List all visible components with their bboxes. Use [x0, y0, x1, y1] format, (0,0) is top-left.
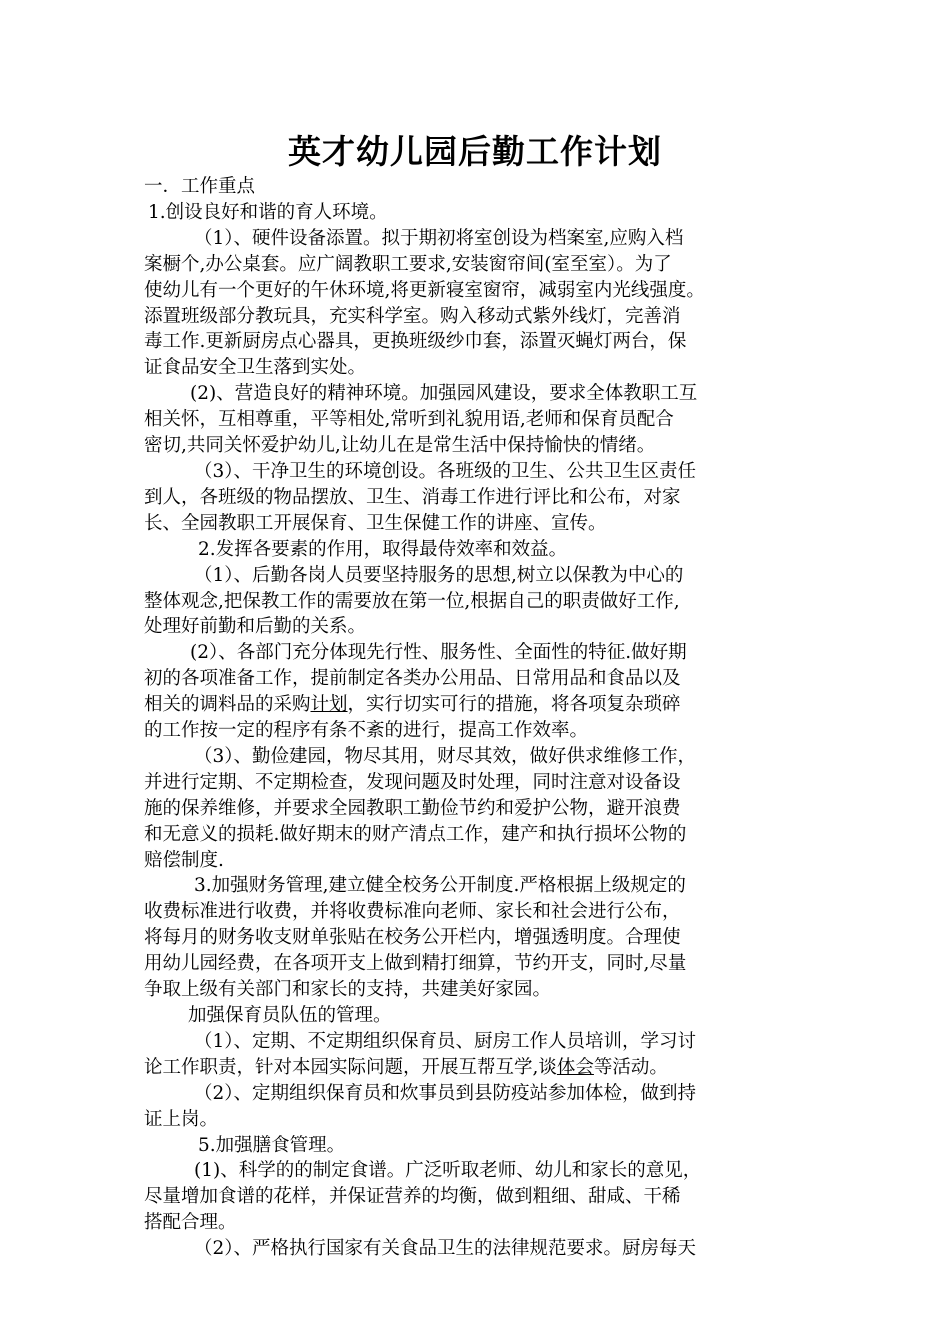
text-line: 初的各项准备工作，提前制定各类办公用品、日常用品和食品以及 [144, 668, 681, 690]
text-line: （3）、干净卫生的环境创设。各班级的卫生、公共卫生区责任 [194, 460, 697, 482]
text-line: 案橱个,办公桌套。应广阔教职工要求,安装窗帘间(室至室）。为了 [144, 253, 672, 275]
text-line: 搭配合理。 [144, 1212, 237, 1234]
text-line: 使幼儿有一个更好的午休环境,将更新寝室窗帘，减弱室内光线强度。 [144, 279, 705, 301]
text-line: 将每月的财务收支财单张贴在校务公开栏内，增强透明度。合理使 [144, 927, 681, 949]
text-line: (2)、营造良好的精神环境。加强园风建设，要求全体教职工互 [190, 383, 698, 405]
text-line: 5.加强膳食管理。 [198, 1134, 346, 1156]
text-line: （1）、定期、不定期组织保育员、厨房工作人员培训，学习讨 [194, 1030, 697, 1052]
text-line: 收费标准进行收费，并将收费标准向老师、家长和社会进行公布， [144, 901, 681, 923]
text-line: 添置班级部分教玩具，充实科学室。购入移动式紫外线灯，完善消 [144, 305, 681, 327]
text-line: 密切,共同关怀爱护幼儿,让幼儿在是常生活中保持愉快的情绪。 [144, 435, 656, 457]
text-line: 尽量增加食谱的花样，并保证营养的均衡，做到粗细、甜咸、干稀 [144, 1186, 681, 1208]
text-line: （3）、勤俭建园，物尽其用，财尽其效，做好供求维修工作， [194, 745, 697, 767]
text-line: （1）、后勤各岗人员要坚持服务的思想,树立以保教为中心的 [194, 564, 684, 586]
document-body [144, 174, 816, 1262]
text-line: 证食品安全卫生落到实处。 [144, 357, 367, 379]
text-line: 处理好前勤和后勤的关系。 [144, 616, 367, 638]
text-line: 到人，各班级的物品摆放、卫生、消毒工作进行评比和公布，对家 [144, 486, 681, 508]
text-line: （2）、严格执行国家有关食品卫生的法律规范要求。厨房每天 [194, 1238, 697, 1260]
text-line: (1)、科学的的制定食谱。广泛听取老师、幼儿和家长的意见， [194, 1160, 702, 1182]
text-line: 加强保育员队伍的管理。 [188, 1005, 392, 1026]
text-line: 毒工作.更新厨房点心器具，更换班级纱巾套，添置灭蝇灯两台，保 [144, 331, 687, 353]
text-line: 和无意义的损耗.做好期末的财产清点工作，建产和执行损坏公物的 [144, 823, 687, 845]
text-line: （1）、硬件设备添置。拟于期初将室创设为档案室,应购入档 [194, 227, 684, 249]
text-line: 2.发挥各要素的作用，取得最侍效率和效益。 [198, 538, 568, 560]
text-line: 施的保养维修，并要求全园教职工勤俭节约和爱护公物，避开浪费 [144, 797, 681, 819]
text-line: 争取上级有关部门和家长的支持，共建美好家园。 [144, 979, 552, 1001]
text-line: 一．工作重点 [144, 176, 256, 197]
text-line: 1.创设良好和谐的育人环境。 [148, 201, 388, 223]
text-line: 相关怀，互相尊重，平等相处,常听到礼貌用语,老师和保育员配合 [144, 409, 674, 431]
text-line: 整体观念,把保教工作的需要放在第一位,根据自己的职责做好工作, [144, 590, 680, 612]
text-line: 用幼儿园经费，在各项开支上做到精打细算，节约开支，同时,尽量 [144, 953, 687, 975]
text-line: 的工作按一定的程序有条不紊的进行，提高工作效率。 [144, 720, 589, 742]
text-line: 3.加强财务管理,建立健全校务公开制度.严格根据上级规定的 [194, 875, 686, 897]
text-line: 相关的调料品的采购计划，实行切实可行的措施，将各项复杂琐碎 [144, 694, 681, 716]
text-line: 证上岗。 [144, 1108, 219, 1130]
document-title: 英才幼儿园后勤工作计划 [288, 132, 662, 171]
text-line: 并进行定期、不定期检查，发现问题及时处理，同时注意对设备设 [144, 771, 681, 793]
text-line: 论工作职责，针对本园实际问题，开展互帮互学,谈体会等活动。 [144, 1056, 668, 1078]
text-line: （2）、定期组织保育员和炊事员到县防疫站参加体检，做到持 [194, 1082, 697, 1104]
text-line: 赔偿制度. [144, 849, 224, 871]
text-line: (2）、各部门充分体现先行性、服务性、全面性的特征.做好期 [190, 642, 687, 664]
text-line: 长、全园教职工开展保育、卫生保健工作的讲座、宣传。 [144, 512, 607, 534]
